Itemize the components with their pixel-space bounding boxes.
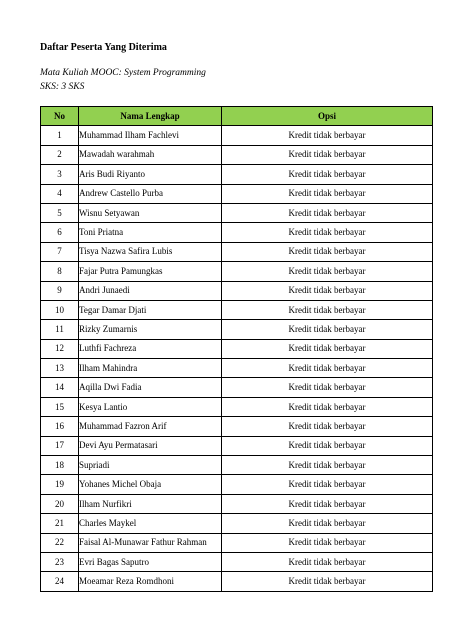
row-number: 24 bbox=[41, 572, 79, 591]
table-row bbox=[41, 456, 433, 475]
row-option: Kredit tidak berbayar bbox=[222, 475, 433, 494]
course-name: Mata Kuliah MOOC: System Programming bbox=[40, 68, 206, 78]
table-row bbox=[41, 184, 433, 203]
row-full-name: Andrew Castello Purba bbox=[79, 184, 222, 203]
row-number: 19 bbox=[41, 475, 79, 494]
row-full-name: Muhammad Fazron Arif bbox=[79, 417, 222, 436]
row-full-name: Tisya Nazwa Safira Lubis bbox=[79, 242, 222, 261]
row-number: 17 bbox=[41, 436, 79, 455]
row-number: 10 bbox=[41, 300, 79, 319]
row-number: 5 bbox=[41, 203, 79, 222]
row-full-name: Tegar Damar Djati bbox=[79, 300, 222, 319]
row-number: 1 bbox=[41, 126, 79, 145]
document-title: Daftar Peserta Yang Diterima bbox=[40, 42, 167, 53]
table-row bbox=[41, 203, 433, 222]
table-row bbox=[41, 494, 433, 513]
table-row bbox=[41, 397, 433, 416]
row-option: Kredit tidak berbayar bbox=[222, 514, 433, 533]
table-row bbox=[41, 281, 433, 300]
row-number: 8 bbox=[41, 262, 79, 281]
table-row bbox=[41, 320, 433, 339]
row-number: 6 bbox=[41, 223, 79, 242]
row-option: Kredit tidak berbayar bbox=[222, 223, 433, 242]
table-row bbox=[41, 145, 433, 164]
row-full-name: Aris Budi Riyanto bbox=[79, 165, 222, 184]
table-row bbox=[41, 262, 433, 281]
row-number: 16 bbox=[41, 417, 79, 436]
row-full-name: Fajar Putra Pamungkas bbox=[79, 262, 222, 281]
row-full-name: Kesya Lantio bbox=[79, 397, 222, 416]
header-full-name: Nama Lengkap bbox=[79, 107, 222, 126]
table-row bbox=[41, 533, 433, 552]
row-number: 15 bbox=[41, 397, 79, 416]
row-number: 22 bbox=[41, 533, 79, 552]
table-row bbox=[41, 514, 433, 533]
header-no: No bbox=[41, 107, 79, 126]
row-full-name: Ilham Nurfikri bbox=[79, 494, 222, 513]
row-option: Kredit tidak berbayar bbox=[222, 417, 433, 436]
row-full-name: Wisnu Setyawan bbox=[79, 203, 222, 222]
table-row bbox=[41, 475, 433, 494]
row-option: Kredit tidak berbayar bbox=[222, 281, 433, 300]
row-option: Kredit tidak berbayar bbox=[222, 262, 433, 281]
participants-table bbox=[40, 106, 433, 592]
row-option: Kredit tidak berbayar bbox=[222, 456, 433, 475]
table-row bbox=[41, 436, 433, 455]
row-option: Kredit tidak berbayar bbox=[222, 378, 433, 397]
row-full-name: Luthfi Fachreza bbox=[79, 339, 222, 358]
row-full-name: Rizky Zumarnis bbox=[79, 320, 222, 339]
table-row bbox=[41, 165, 433, 184]
row-full-name: Muhammad Ilham Fachlevi bbox=[79, 126, 222, 145]
row-number: 21 bbox=[41, 514, 79, 533]
row-full-name: Moeamar Reza Romdhoni bbox=[79, 572, 222, 591]
row-number: 14 bbox=[41, 378, 79, 397]
row-option: Kredit tidak berbayar bbox=[222, 359, 433, 378]
table-row bbox=[41, 242, 433, 261]
row-full-name: Devi Ayu Permatasari bbox=[79, 436, 222, 455]
row-option: Kredit tidak berbayar bbox=[222, 397, 433, 416]
table-row bbox=[41, 223, 433, 242]
row-option: Kredit tidak berbayar bbox=[222, 165, 433, 184]
row-number: 4 bbox=[41, 184, 79, 203]
row-option: Kredit tidak berbayar bbox=[222, 203, 433, 222]
row-option: Kredit tidak berbayar bbox=[222, 184, 433, 203]
row-option: Kredit tidak berbayar bbox=[222, 320, 433, 339]
row-full-name: Faisal Al-Munawar Fathur Rahman bbox=[79, 533, 222, 552]
row-full-name: Andri Junaedi bbox=[79, 281, 222, 300]
table-header-row bbox=[41, 107, 433, 126]
row-number: 9 bbox=[41, 281, 79, 300]
row-number: 20 bbox=[41, 494, 79, 513]
table-row bbox=[41, 359, 433, 378]
table-row bbox=[41, 339, 433, 358]
row-full-name: Mawadah warahmah bbox=[79, 145, 222, 164]
row-option: Kredit tidak berbayar bbox=[222, 126, 433, 145]
row-number: 13 bbox=[41, 359, 79, 378]
row-option: Kredit tidak berbayar bbox=[222, 552, 433, 571]
header-option: Opsi bbox=[222, 107, 433, 126]
row-full-name: Evri Bagas Saputro bbox=[79, 552, 222, 571]
row-number: 23 bbox=[41, 552, 79, 571]
table-row bbox=[41, 572, 433, 591]
table-row bbox=[41, 300, 433, 319]
table-row bbox=[41, 126, 433, 145]
row-full-name: Charles Maykel bbox=[79, 514, 222, 533]
row-number: 3 bbox=[41, 165, 79, 184]
row-number: 11 bbox=[41, 320, 79, 339]
row-number: 2 bbox=[41, 145, 79, 164]
row-option: Kredit tidak berbayar bbox=[222, 494, 433, 513]
sks-credits: SKS: 3 SKS bbox=[40, 82, 85, 92]
row-option: Kredit tidak berbayar bbox=[222, 242, 433, 261]
table-row bbox=[41, 552, 433, 571]
row-full-name: Ilham Mahindra bbox=[79, 359, 222, 378]
row-option: Kredit tidak berbayar bbox=[222, 533, 433, 552]
row-option: Kredit tidak berbayar bbox=[222, 145, 433, 164]
row-option: Kredit tidak berbayar bbox=[222, 339, 433, 358]
table-row bbox=[41, 417, 433, 436]
row-number: 12 bbox=[41, 339, 79, 358]
row-option: Kredit tidak berbayar bbox=[222, 572, 433, 591]
row-full-name: Aqilla Dwi Fadia bbox=[79, 378, 222, 397]
row-number: 7 bbox=[41, 242, 79, 261]
row-option: Kredit tidak berbayar bbox=[222, 436, 433, 455]
row-full-name: Toni Priatna bbox=[79, 223, 222, 242]
row-option: Kredit tidak berbayar bbox=[222, 300, 433, 319]
row-full-name: Yohanes Michel Obaja bbox=[79, 475, 222, 494]
table-row bbox=[41, 378, 433, 397]
row-full-name: Supriadi bbox=[79, 456, 222, 475]
row-number: 18 bbox=[41, 456, 79, 475]
